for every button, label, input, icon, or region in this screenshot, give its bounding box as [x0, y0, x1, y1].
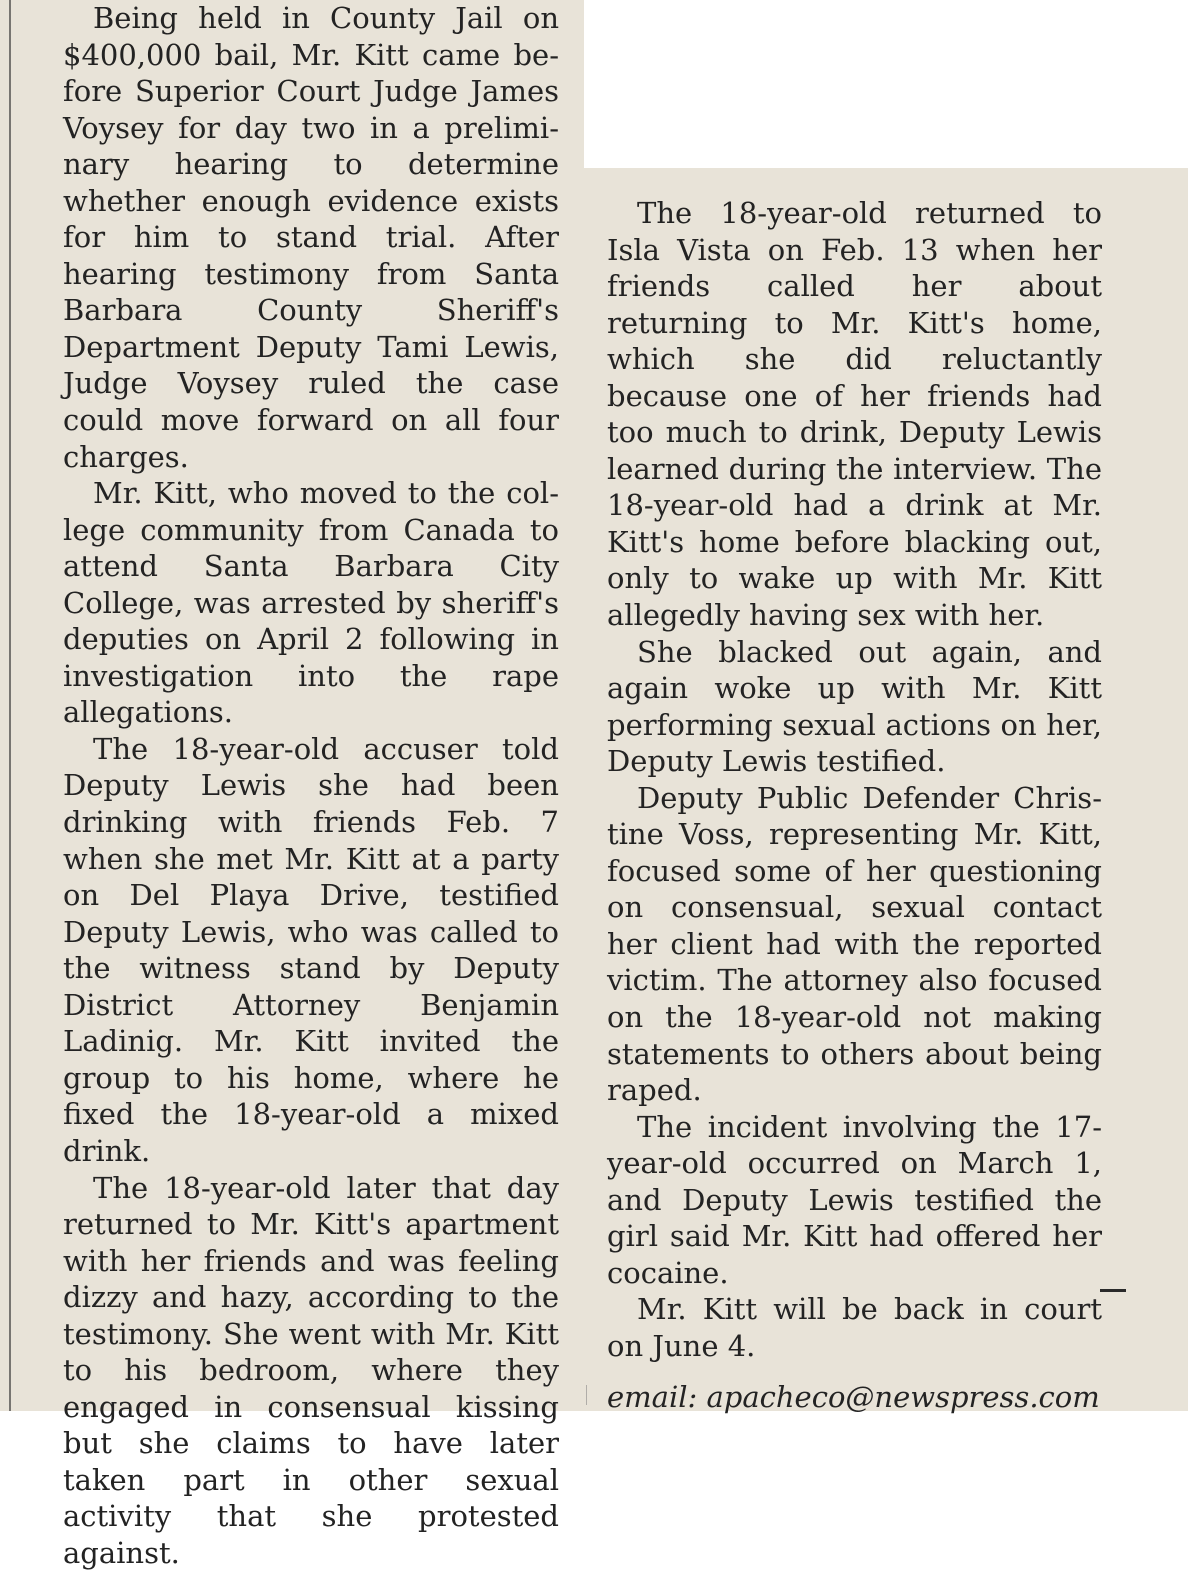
author-email[interactable]: email: apacheco@newspress.com: [607, 1379, 1100, 1414]
paragraph: Deputy Public Defender Christine Voss, representing Mr. Kitt, focused some of her questioning on consensual, sexual contact her client had with the reported victim. The attorney also focused on the 18-year-old not making statements to others about being raped.: [607, 780, 1102, 1108]
paragraph: The 18-year-old returned to Isla Vista on Feb. 13 when her friends called her about returning to Mr. Kitt's home, which she did reluctantly because one of her friends had too much to drink, Deputy Lewis learned during the interview. The 18-year-old had a drink at Mr. Kitt's home before blacking out, only to wake up with Mr. Kitt allegedly having sex with her.: [607, 196, 1102, 633]
end-mark: [1100, 1289, 1126, 1292]
paragraph: She blacked out again, and again woke up with Mr. Kitt performing sexual actions on her, Deputy Lewis testified.: [607, 634, 1102, 779]
article-column-left: [63, 0, 559, 1572]
paragraph: Mr. Kitt will be back in court on June 4.: [607, 1292, 1102, 1363]
paragraph: The 18-year-old later that day returned to Mr. Kitt's apartment with her friends and was feeling dizzy and hazy, according to the testimony. She went with Mr. Kitt to his bedroom, where they engaged in consensual kissing but she claims to have later taken part in other sexual activity that she protested against.: [63, 1170, 559, 1570]
paragraph: The 18-year-old accuser told Deputy Lewis she had been drinking with friends Feb. 7 when she met Mr. Kitt at a party on Del Playa Drive, testified Deputy Lewis, who was called to the witness stand by Deputy District Attorney Benjamin Ladinig. Mr. Kitt invited the group to his home, where he fixed the 18-year-old a mixed drink.: [63, 731, 559, 1168]
paragraph: The incident involving the 17-year-old occurred on March 1, and Deputy Lewis testified the girl said Mr. Kitt had offered her cocaine.: [607, 1109, 1102, 1290]
article-column-right: [607, 195, 1102, 1415]
gutter-rule: [586, 1385, 587, 1405]
paragraph: Mr. Kitt, who moved to the college community from Canada to attend Santa Barbara City College, was arrested by sheriff's deputies on April 2 following in investigation into the rape allegations.: [63, 476, 559, 730]
cropped-blank-area: [584, 0, 1188, 168]
paragraph: Being held in County Jail on $400,000 bail, Mr. Kitt came before Superior Court Judge James Voysey for day two in a preliminary hearing to determine whether enough evidence exists for him to stand trial. After hearing testimony from Santa Barbara County Sheriff's Department Deputy Tami Lewis, Judge Voysey ruled the case could move forward on all four charges.: [63, 1, 559, 474]
column-rule-left: [9, 0, 11, 1411]
